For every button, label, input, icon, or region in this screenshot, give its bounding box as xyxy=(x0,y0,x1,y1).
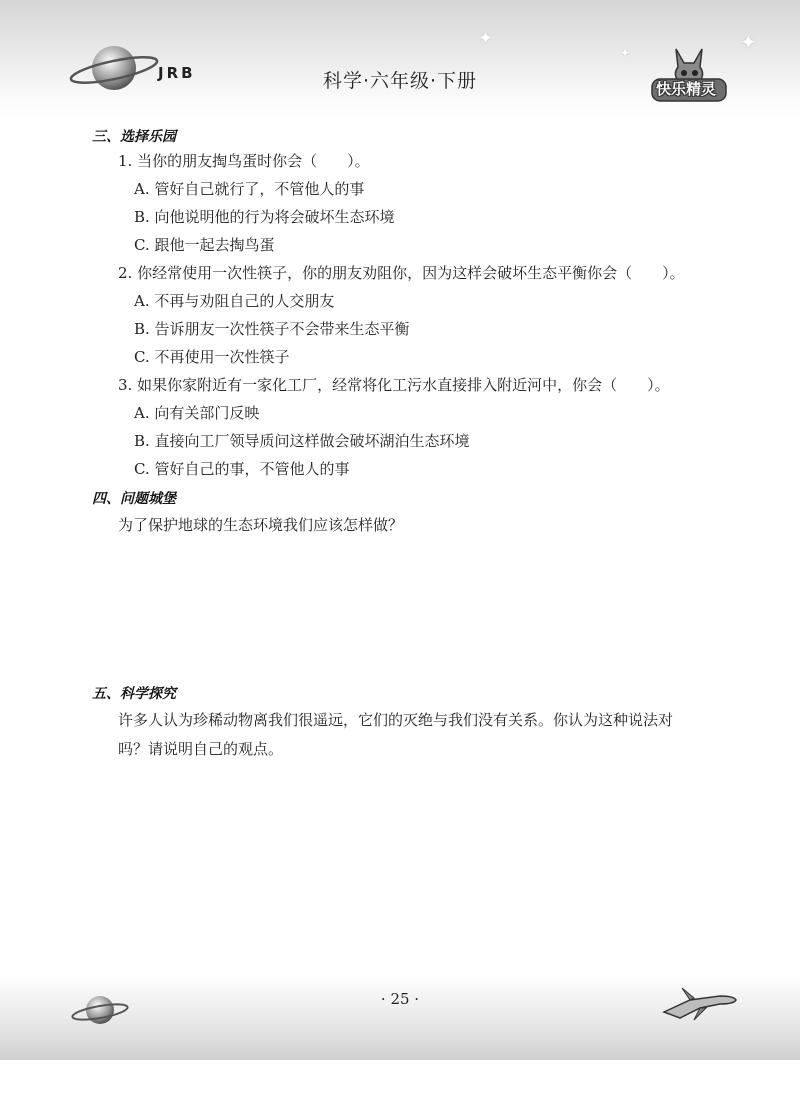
logo-text: 快乐精灵 xyxy=(656,80,717,98)
question-1-option-a: A. 管好自己就行了，不管他人的事 xyxy=(134,180,365,198)
question-3-option-a: A. 向有关部门反映 xyxy=(134,404,260,422)
section5-line-2: 吗？请说明自己的观点。 xyxy=(118,740,284,758)
brand-mark: JRB xyxy=(158,64,196,82)
section4-question: 为了保护地球的生态环境我们应该怎样做？ xyxy=(118,516,404,534)
sparkle-icon: ✦ xyxy=(478,28,494,49)
question-3-option-c: C. 管好自己的事，不管他人的事 xyxy=(134,460,350,478)
question-2-option-b: B. 告诉朋友一次性筷子不会带来生态平衡 xyxy=(134,320,410,338)
question-1-option-b: B. 向他说明他的行为将会破坏生态环境 xyxy=(134,208,395,226)
section3-heading: 三、选择乐园 xyxy=(92,129,176,145)
question-1-stem: 1. 当你的朋友掏鸟蛋时你会（ ）。 xyxy=(118,152,370,170)
question-3-option-b: B. 直接向工厂领导质问这样做会破坏湖泊生态环境 xyxy=(134,432,470,450)
question-2-option-a: A. 不再与劝阻自己的人交朋友 xyxy=(134,292,335,310)
question-3-stem: 3. 如果你家附近有一家化工厂，经常将化工污水直接排入附近河中，你会（ ）。 xyxy=(118,376,670,394)
question-2-option-c: C. 不再使用一次性筷子 xyxy=(134,348,290,366)
page-header-title: 科学·六年级·下册 xyxy=(322,70,478,92)
space-shuttle-icon xyxy=(660,982,740,1022)
section5-line-1: 许多人认为珍稀动物离我们很遥远，它们的灭绝与我们没有关系。你认为这种说法对 xyxy=(118,711,674,729)
section4-heading: 四、问题城堡 xyxy=(92,491,176,507)
section5-heading: 五、科学探究 xyxy=(92,686,176,702)
question-1-option-c: C. 跟他一起去掏鸟蛋 xyxy=(134,236,275,254)
sparkle-icon: ✦ xyxy=(740,30,757,54)
sparkle-icon: ✦ xyxy=(620,46,631,60)
page-number: · 25 · xyxy=(380,990,420,1008)
question-2-stem: 2. 你经常使用一次性筷子，你的朋友劝阻你，因为这样会破坏生态平衡你会（ ）。 xyxy=(118,264,685,282)
